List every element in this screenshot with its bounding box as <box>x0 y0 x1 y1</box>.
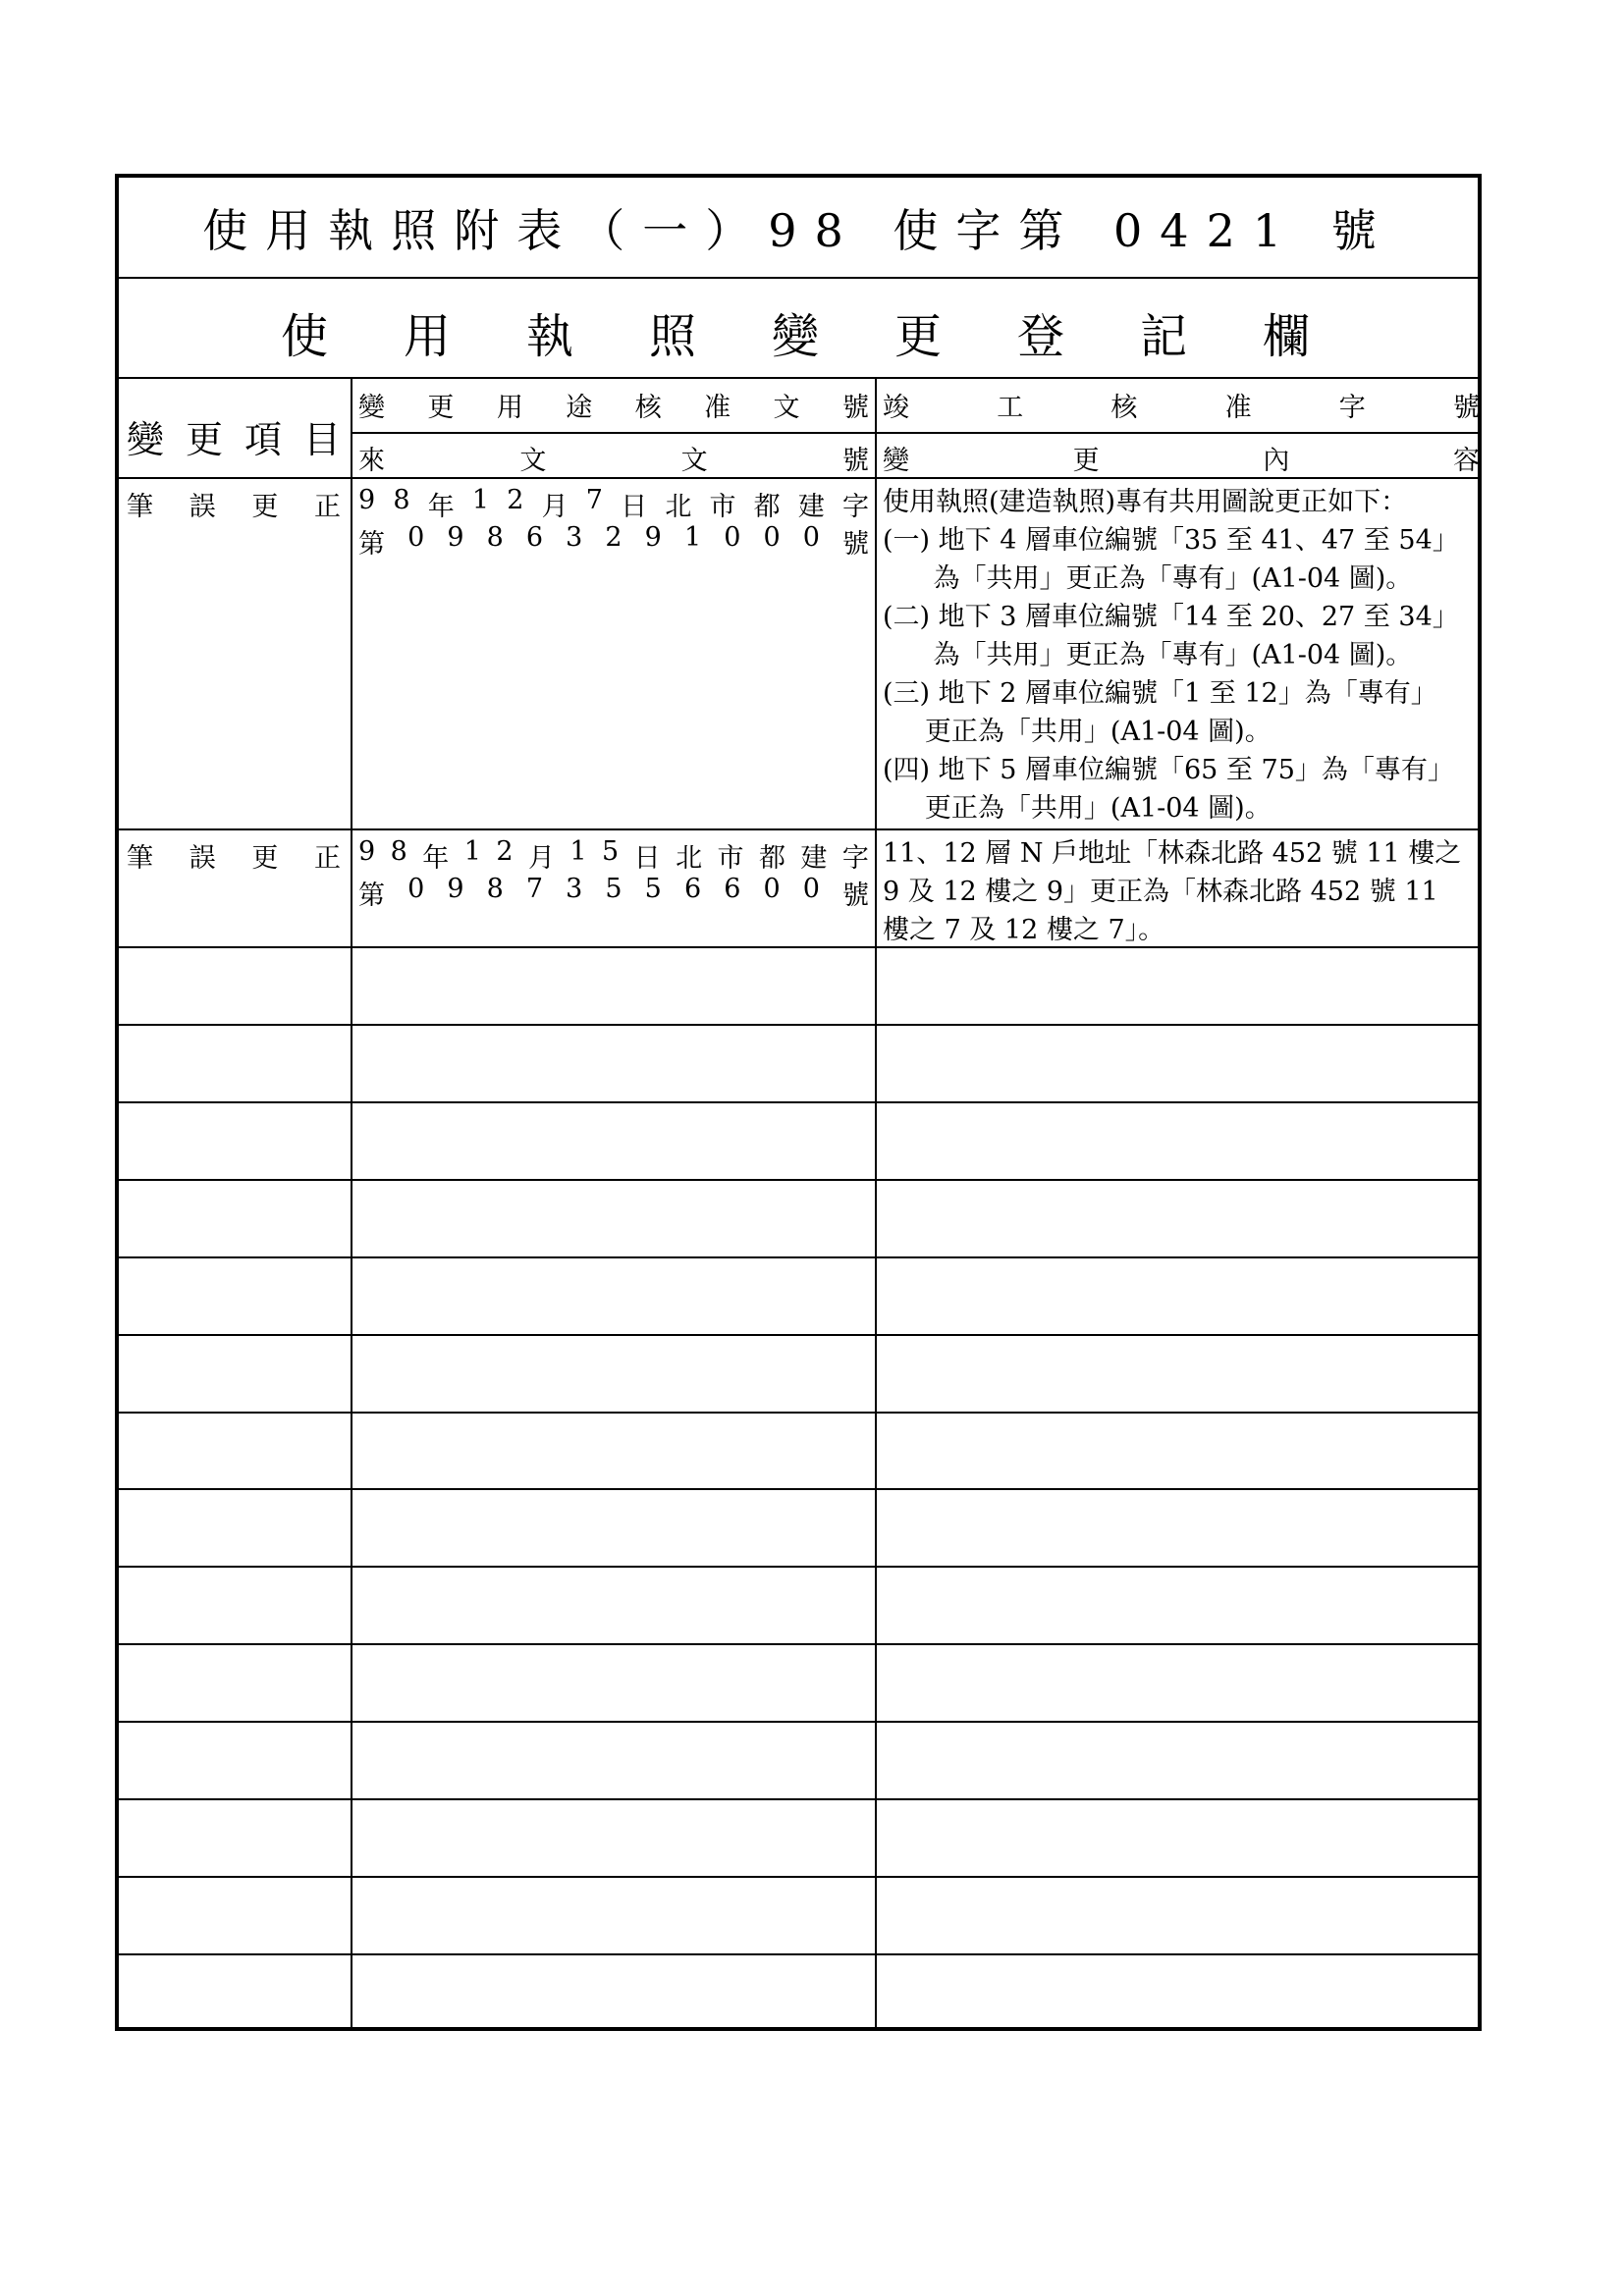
content-line: (三) 地下 2 層車位編號「1 至 12」為「專有」 <box>883 678 1437 709</box>
content-line: (二) 地下 3 層車位編號「14 至 20、27 至 34」 <box>883 602 1459 632</box>
empty-row-divider <box>119 1721 1478 1723</box>
header-char: 更 <box>185 418 223 461</box>
row-doc-char: 都 <box>753 492 781 522</box>
header-change-content <box>883 439 1480 477</box>
empty-row-divider <box>119 1953 1478 1955</box>
header-char: 目 <box>302 418 341 461</box>
content-line: 11、12 層 N 戶地址「林森北路 452 號 11 樓之 <box>883 838 1462 869</box>
header-char: 項 <box>244 418 282 461</box>
content-line: 更正為「共用」(A1-04 圖)。 <box>883 717 1272 747</box>
row-doc-char: 建 <box>797 492 825 522</box>
row-doc-char: 第 <box>358 529 385 560</box>
empty-row-divider <box>119 1412 1478 1414</box>
row-doc-char: 0 <box>802 874 820 904</box>
row-doc-char: 2 <box>496 836 514 867</box>
row-doc-char: 9 <box>644 522 662 553</box>
row-doc-char: 5 <box>602 836 620 867</box>
header-char: 更 <box>1072 446 1100 476</box>
empty-row-divider <box>119 1643 1478 1645</box>
content-line: (一) 地下 4 層車位編號「35 至 41、47 至 54」 <box>883 525 1459 556</box>
row-item-char: 正 <box>313 492 341 522</box>
row-doc-char: 8 <box>393 485 410 515</box>
empty-row-divider <box>119 1334 1478 1336</box>
row-doc-char: 0 <box>763 522 781 553</box>
row-doc-char: 0 <box>724 522 741 553</box>
row-doc-line1 <box>358 485 869 523</box>
header-completion-no <box>883 386 1480 424</box>
header-char: 號 <box>1452 393 1480 423</box>
row-doc-char: 1 <box>463 836 481 867</box>
row-doc-char: 號 <box>842 881 869 911</box>
empty-row-divider <box>119 1798 1478 1800</box>
row-divider <box>119 946 1478 948</box>
empty-row-divider <box>119 1566 1478 1568</box>
header-char: 核 <box>634 393 662 423</box>
row-doc-char: 0 <box>763 874 781 904</box>
row-doc-char: 5 <box>644 874 662 904</box>
subtitle-char: 記 <box>1140 309 1188 364</box>
content-line: 使用執照(建造執照)專有共用圖說更正如下： <box>883 487 1408 517</box>
header-char: 內 <box>1263 446 1290 476</box>
row-doc-char: 7 <box>525 874 544 904</box>
row-doc-char: 8 <box>486 522 504 553</box>
header-char: 更 <box>427 393 455 423</box>
row-item-char: 誤 <box>189 843 216 874</box>
row-doc-char: 都 <box>758 843 785 874</box>
row-doc-char: 建 <box>800 843 828 874</box>
row-doc-char: 3 <box>566 874 583 904</box>
header-char: 工 <box>997 393 1024 423</box>
row-doc-char: 5 <box>605 874 623 904</box>
header-char: 竣 <box>883 393 909 423</box>
license-form <box>115 174 1482 2031</box>
content-line: 為「共用」更正為「專有」(A1-04 圖)。 <box>883 563 1413 594</box>
header-char: 用 <box>496 393 523 423</box>
row-doc-char: 0 <box>407 522 425 553</box>
row-doc-char: 1 <box>471 485 490 515</box>
header-char: 核 <box>1110 393 1138 423</box>
form-title: 使用執照附表（一）98 使字第 0421 號 <box>119 178 1478 279</box>
row-doc-char: 日 <box>633 843 661 874</box>
header-incoming-doc <box>358 439 869 477</box>
row-doc-char: 北 <box>676 843 703 874</box>
row-item-char: 筆 <box>127 492 153 522</box>
row-doc-char: 7 <box>585 485 603 515</box>
row-item-char: 誤 <box>189 492 216 522</box>
subtitle-char: 使 <box>281 309 329 364</box>
row-doc-char: 號 <box>842 529 869 560</box>
header-char: 文 <box>680 446 708 476</box>
row-doc-char: 8 <box>486 874 504 904</box>
header-char: 號 <box>841 393 869 423</box>
row-doc-char: 月 <box>541 492 568 522</box>
row-doc-char: 9 <box>358 836 376 867</box>
header-char: 途 <box>566 393 593 423</box>
empty-row-divider <box>119 1101 1478 1103</box>
row-doc-char: 3 <box>566 522 583 553</box>
header-char: 號 <box>841 446 869 476</box>
header-approval-doc <box>358 386 869 424</box>
row-doc-char: 1 <box>683 522 702 553</box>
header-char: 變 <box>127 418 165 461</box>
header-char: 文 <box>773 393 800 423</box>
header-char: 變 <box>358 393 385 423</box>
row-item-char: 筆 <box>127 843 153 874</box>
row-doc-char: 年 <box>427 492 455 522</box>
row-doc-char: 9 <box>358 485 376 515</box>
row-doc-char: 8 <box>390 836 407 867</box>
subtitle-char: 用 <box>404 309 452 364</box>
empty-row-divider <box>119 1488 1478 1490</box>
row-doc-char: 0 <box>802 522 820 553</box>
empty-row-divider <box>119 1256 1478 1258</box>
header-char: 變 <box>883 446 909 476</box>
row-doc-char: 第 <box>358 881 385 911</box>
row-doc-line2 <box>358 874 869 912</box>
subtitle-char: 欄 <box>1263 309 1311 364</box>
header-char: 來 <box>358 446 385 476</box>
row-doc-char: 6 <box>525 522 544 553</box>
row-doc-char: 北 <box>665 492 692 522</box>
row-doc-char: 0 <box>407 874 425 904</box>
subtitle-char: 更 <box>894 309 943 364</box>
header-char: 字 <box>1338 393 1366 423</box>
row-item-char: 更 <box>251 843 279 874</box>
header-bottom-line <box>119 477 1478 479</box>
row-doc-char: 9 <box>447 874 464 904</box>
header-char: 容 <box>1452 446 1480 476</box>
header-char: 文 <box>519 446 547 476</box>
row-item-char: 正 <box>313 843 341 874</box>
row-doc-char: 字 <box>842 492 869 522</box>
content-line: (四) 地下 5 層車位編號「65 至 75」為「專有」 <box>883 755 1454 785</box>
subtitle-char: 執 <box>526 309 574 364</box>
row-doc-char: 1 <box>569 836 587 867</box>
row-item-label <box>127 485 341 523</box>
content-line: 更正為「共用」(A1-04 圖)。 <box>883 793 1272 824</box>
row-doc-char: 字 <box>841 843 869 874</box>
row-change-content <box>883 483 1459 828</box>
row-doc-char: 市 <box>709 492 736 522</box>
subtitle-char: 登 <box>1017 309 1065 364</box>
row-doc-char: 6 <box>683 874 702 904</box>
empty-row-divider <box>119 1024 1478 1026</box>
row-divider <box>119 828 1478 830</box>
row-doc-char: 日 <box>621 492 648 522</box>
header-change-item <box>127 409 341 463</box>
row-doc-char: 市 <box>717 843 744 874</box>
empty-row-divider <box>119 1179 1478 1181</box>
row-change-content <box>883 834 1461 949</box>
content-line: 9 及 12 樓之 9」更正為「林森北路 452 號 11 <box>883 877 1438 907</box>
row-doc-line1 <box>358 836 869 875</box>
row-item-char: 更 <box>251 492 279 522</box>
row-item-label <box>127 836 341 875</box>
subtitle-char: 照 <box>649 309 697 364</box>
row-doc-char: 2 <box>605 522 623 553</box>
row-doc-char: 年 <box>422 843 450 874</box>
column-divider-1 <box>351 379 352 2027</box>
row-doc-line2 <box>358 522 869 561</box>
content-line: 為「共用」更正為「專有」(A1-04 圖)。 <box>883 640 1413 670</box>
row-doc-char: 6 <box>724 874 741 904</box>
form-subtitle <box>119 279 1478 379</box>
subtitle-char: 變 <box>772 309 820 364</box>
header-char: 准 <box>704 393 731 423</box>
row-doc-char: 2 <box>507 485 524 515</box>
row-doc-char: 月 <box>527 843 555 874</box>
empty-row-divider <box>119 1876 1478 1878</box>
row-doc-char: 9 <box>447 522 464 553</box>
header-char: 准 <box>1224 393 1252 423</box>
header-mid-line <box>351 432 1478 434</box>
column-divider-2 <box>875 379 877 2027</box>
content-line: 樓之 7 及 12 樓之 7」。 <box>883 915 1165 945</box>
